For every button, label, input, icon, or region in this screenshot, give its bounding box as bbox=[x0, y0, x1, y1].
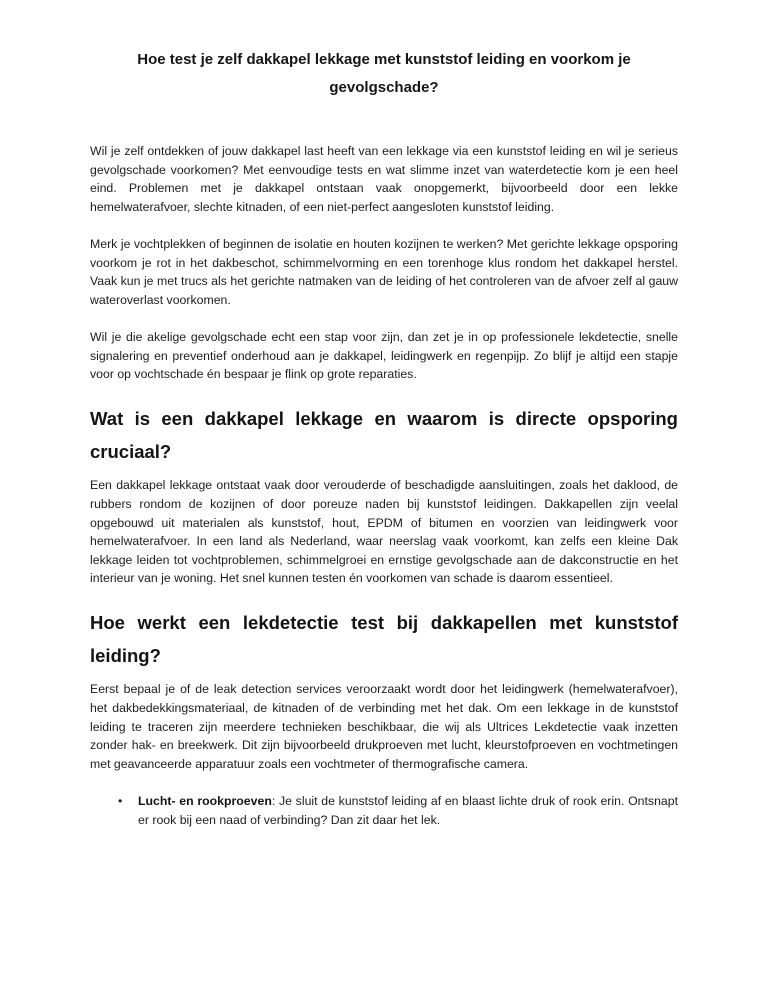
list-item-bold-label: Lucht- en rookproeven bbox=[138, 794, 272, 809]
intro-paragraph-2: Merk je vochtplekken of beginnen de isolatie en houten kozijnen te werken? Met gerichte lekkage opsporing voorkom je rot in het dakbeschot, schimmelvorming en een torenhoge klus rondom het dakkapel herstel. Vaak kun je met trucs als het gerichte natmaken van de leiding of het controleren van de afvoer zelf al gauw wateroverlast voorkomen. bbox=[90, 236, 678, 307]
list-item bbox=[90, 792, 678, 829]
bullet-icon: • bbox=[118, 794, 123, 809]
intro-paragraph-1: Wil je zelf ontdekken of jouw dakkapel last heeft van een lekkage via een kunststof leiding en wil je serieus gevolgschade voorkomen? Met eenvoudige tests en wat slimme inzet van waterdetectie kom je een heel eind. Problemen met je dakkapel ontstaan vaak onopgemerkt, bijvoorbeeld door een lekke hemelwaterafvoer, slechte kitnaden, of een niet-perfect aangesloten kunststof leiding. bbox=[90, 144, 678, 214]
section-2-paragraph: Eerst bepaal je of de leak detection services veroorzaakt wordt door het leidingwerk (hemelwaterafvoer), het dakbedekkingsmateriaal, de kitnaden of de verbinding met het dak. Om een lekkage in de kunststof leiding te traceren zijn meerdere technieken beschikbaar, die wij als Ultrices Lekdetectie vaak inzetten zonder hak- en breekwerk. Dit zijn bijvoorbeeld drukproeven met lucht, kleurstofproeven en vochtmetingen met geavanceerde apparatuur zoals een vochtmeter of thermografische camera. bbox=[90, 682, 678, 771]
document-title: Hoe test je zelf dakkapel lekkage met kunststof leiding en voorkom je gevolgschade? bbox=[137, 51, 631, 96]
list-item-text: : Je sluit de kunststof leiding af en blaast lichte druk of rook erin. Ontsnapt er rook bij een naad of verbinding? Dan zit daar het lek. bbox=[138, 794, 679, 827]
intro-paragraph-3: Wil je die akelige gevolgschade echt een stap voor zijn, dan zet je in op professionele lekdetectie, snelle signalering en preventief onderhoud aan je dakkapel, leidingwerk en regenpijp. Zo blijf je altijd een stapje voor op vochtschade én bespaar je flink op grote reparaties. bbox=[90, 329, 678, 382]
section-heading-what-is-dakkapel-lekkage: Wat is een dakkapel lekkage en waarom is directe opsporing cruciaal? bbox=[90, 408, 678, 463]
section-1-paragraph: Een dakkapel lekkage ontstaat vaak door verouderde of beschadigde aansluitingen, zoals het daklood, de rubbers rondom de kozijnen of door poreuze naden bij kunststof leidingen. Dakkapellen zijn veelal opgebouwd uit materialen als kunststof, hout, EPDM of bitumen en voorzien van leidingwerk voor hemelwaterafvoer. In een land als Nederland, waar neerslag vaak voorkomt, kan zelfs een kleine Dak lekkage leiden tot vochtproblemen, schimmelgroei en ernstige gevolgschade aan de dakconstructie en het interieur van je woning. Het snel kunnen testen én voorkomen van schade is daarom essentieel. bbox=[90, 478, 678, 586]
bullet-list bbox=[90, 792, 678, 829]
section-heading-how-lekdetectie-test-works: Hoe werkt een lekdetectie test bij dakkapellen met kunststof leiding? bbox=[90, 612, 678, 667]
